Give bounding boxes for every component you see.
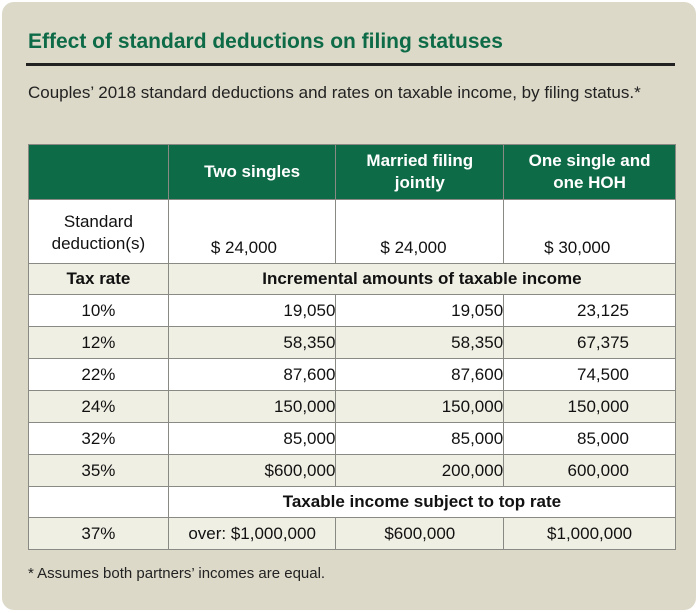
amount-cell: $600,000: [168, 455, 336, 487]
amount-cell: 85,000: [168, 423, 336, 455]
amount-cell: 19,050: [336, 295, 504, 327]
blank-cell: [29, 487, 169, 518]
table-row: [29, 391, 676, 423]
tax-rate-label: Tax rate: [29, 264, 169, 295]
rate-cell: 35%: [29, 455, 169, 487]
rate-cell: 32%: [29, 423, 169, 455]
amount-cell: 150,000: [336, 391, 504, 423]
amount-cell: 19,050: [168, 295, 336, 327]
amount-cell: 85,000: [336, 423, 504, 455]
top-amount-married-jointly: $600,000: [336, 518, 504, 550]
header-married-jointly: [336, 145, 504, 200]
table-row: [29, 423, 676, 455]
top-rate-heading: Taxable income subject to top rate: [168, 487, 675, 518]
card-title: Effect of standard deductions on filing statuses: [28, 30, 503, 53]
top-rate-section-row: [29, 487, 676, 518]
deduction-single-and-hoh: $ 30,000: [504, 200, 676, 264]
amount-cell: 74,500: [504, 359, 676, 391]
incremental-amounts-heading: Incremental amounts of taxable income: [168, 264, 675, 295]
rate-cell: 37%: [29, 518, 169, 550]
standard-deduction-row: [29, 200, 676, 264]
tax-rate-section-row: [29, 264, 676, 295]
card-panel: [2, 2, 696, 610]
rate-cell: 10%: [29, 295, 169, 327]
table-row: [29, 455, 676, 487]
amount-cell: 87,600: [168, 359, 336, 391]
amount-cell: 150,000: [504, 391, 676, 423]
rate-cell: 22%: [29, 359, 169, 391]
top-rate-row: [29, 518, 676, 550]
rate-cell: 24%: [29, 391, 169, 423]
amount-cell: 87,600: [336, 359, 504, 391]
header-single-and-hoh-label: One single and one HOH: [528, 151, 651, 192]
deduction-married-jointly: $ 24,000: [336, 200, 504, 264]
top-amount-single-and-hoh: $1,000,000: [504, 518, 676, 550]
amount-cell: 58,350: [168, 327, 336, 359]
amount-cell: 600,000: [504, 455, 676, 487]
top-amount-two-singles: over: $1,000,000: [168, 518, 336, 550]
standard-deduction-label: [29, 200, 169, 264]
header-single-and-hoh: [504, 145, 676, 200]
amount-cell: 23,125: [504, 295, 676, 327]
rate-cell: 12%: [29, 327, 169, 359]
title-divider: [26, 63, 675, 66]
amount-cell: 58,350: [336, 327, 504, 359]
footnote: * Assumes both partners’ incomes are equal.: [28, 565, 326, 582]
amount-cell: 150,000: [168, 391, 336, 423]
header-married-jointly-label: Married filing jointly: [366, 151, 474, 192]
amount-cell: 200,000: [336, 455, 504, 487]
table-row: [29, 359, 676, 391]
table-header-row: [29, 145, 676, 200]
deductions-table: [28, 144, 676, 550]
table-row: [29, 295, 676, 327]
deduction-two-singles: $ 24,000: [168, 200, 336, 264]
card-subtitle: Couples’ 2018 standard deductions and rates on taxable income, by filing status.*: [28, 83, 641, 102]
header-blank: [29, 145, 169, 200]
standard-deduction-label-text: Standard deduction(s): [51, 211, 146, 253]
table-row: [29, 327, 676, 359]
amount-cell: 67,375: [504, 327, 676, 359]
amount-cell: 85,000: [504, 423, 676, 455]
header-two-singles: Two singles: [168, 145, 336, 200]
